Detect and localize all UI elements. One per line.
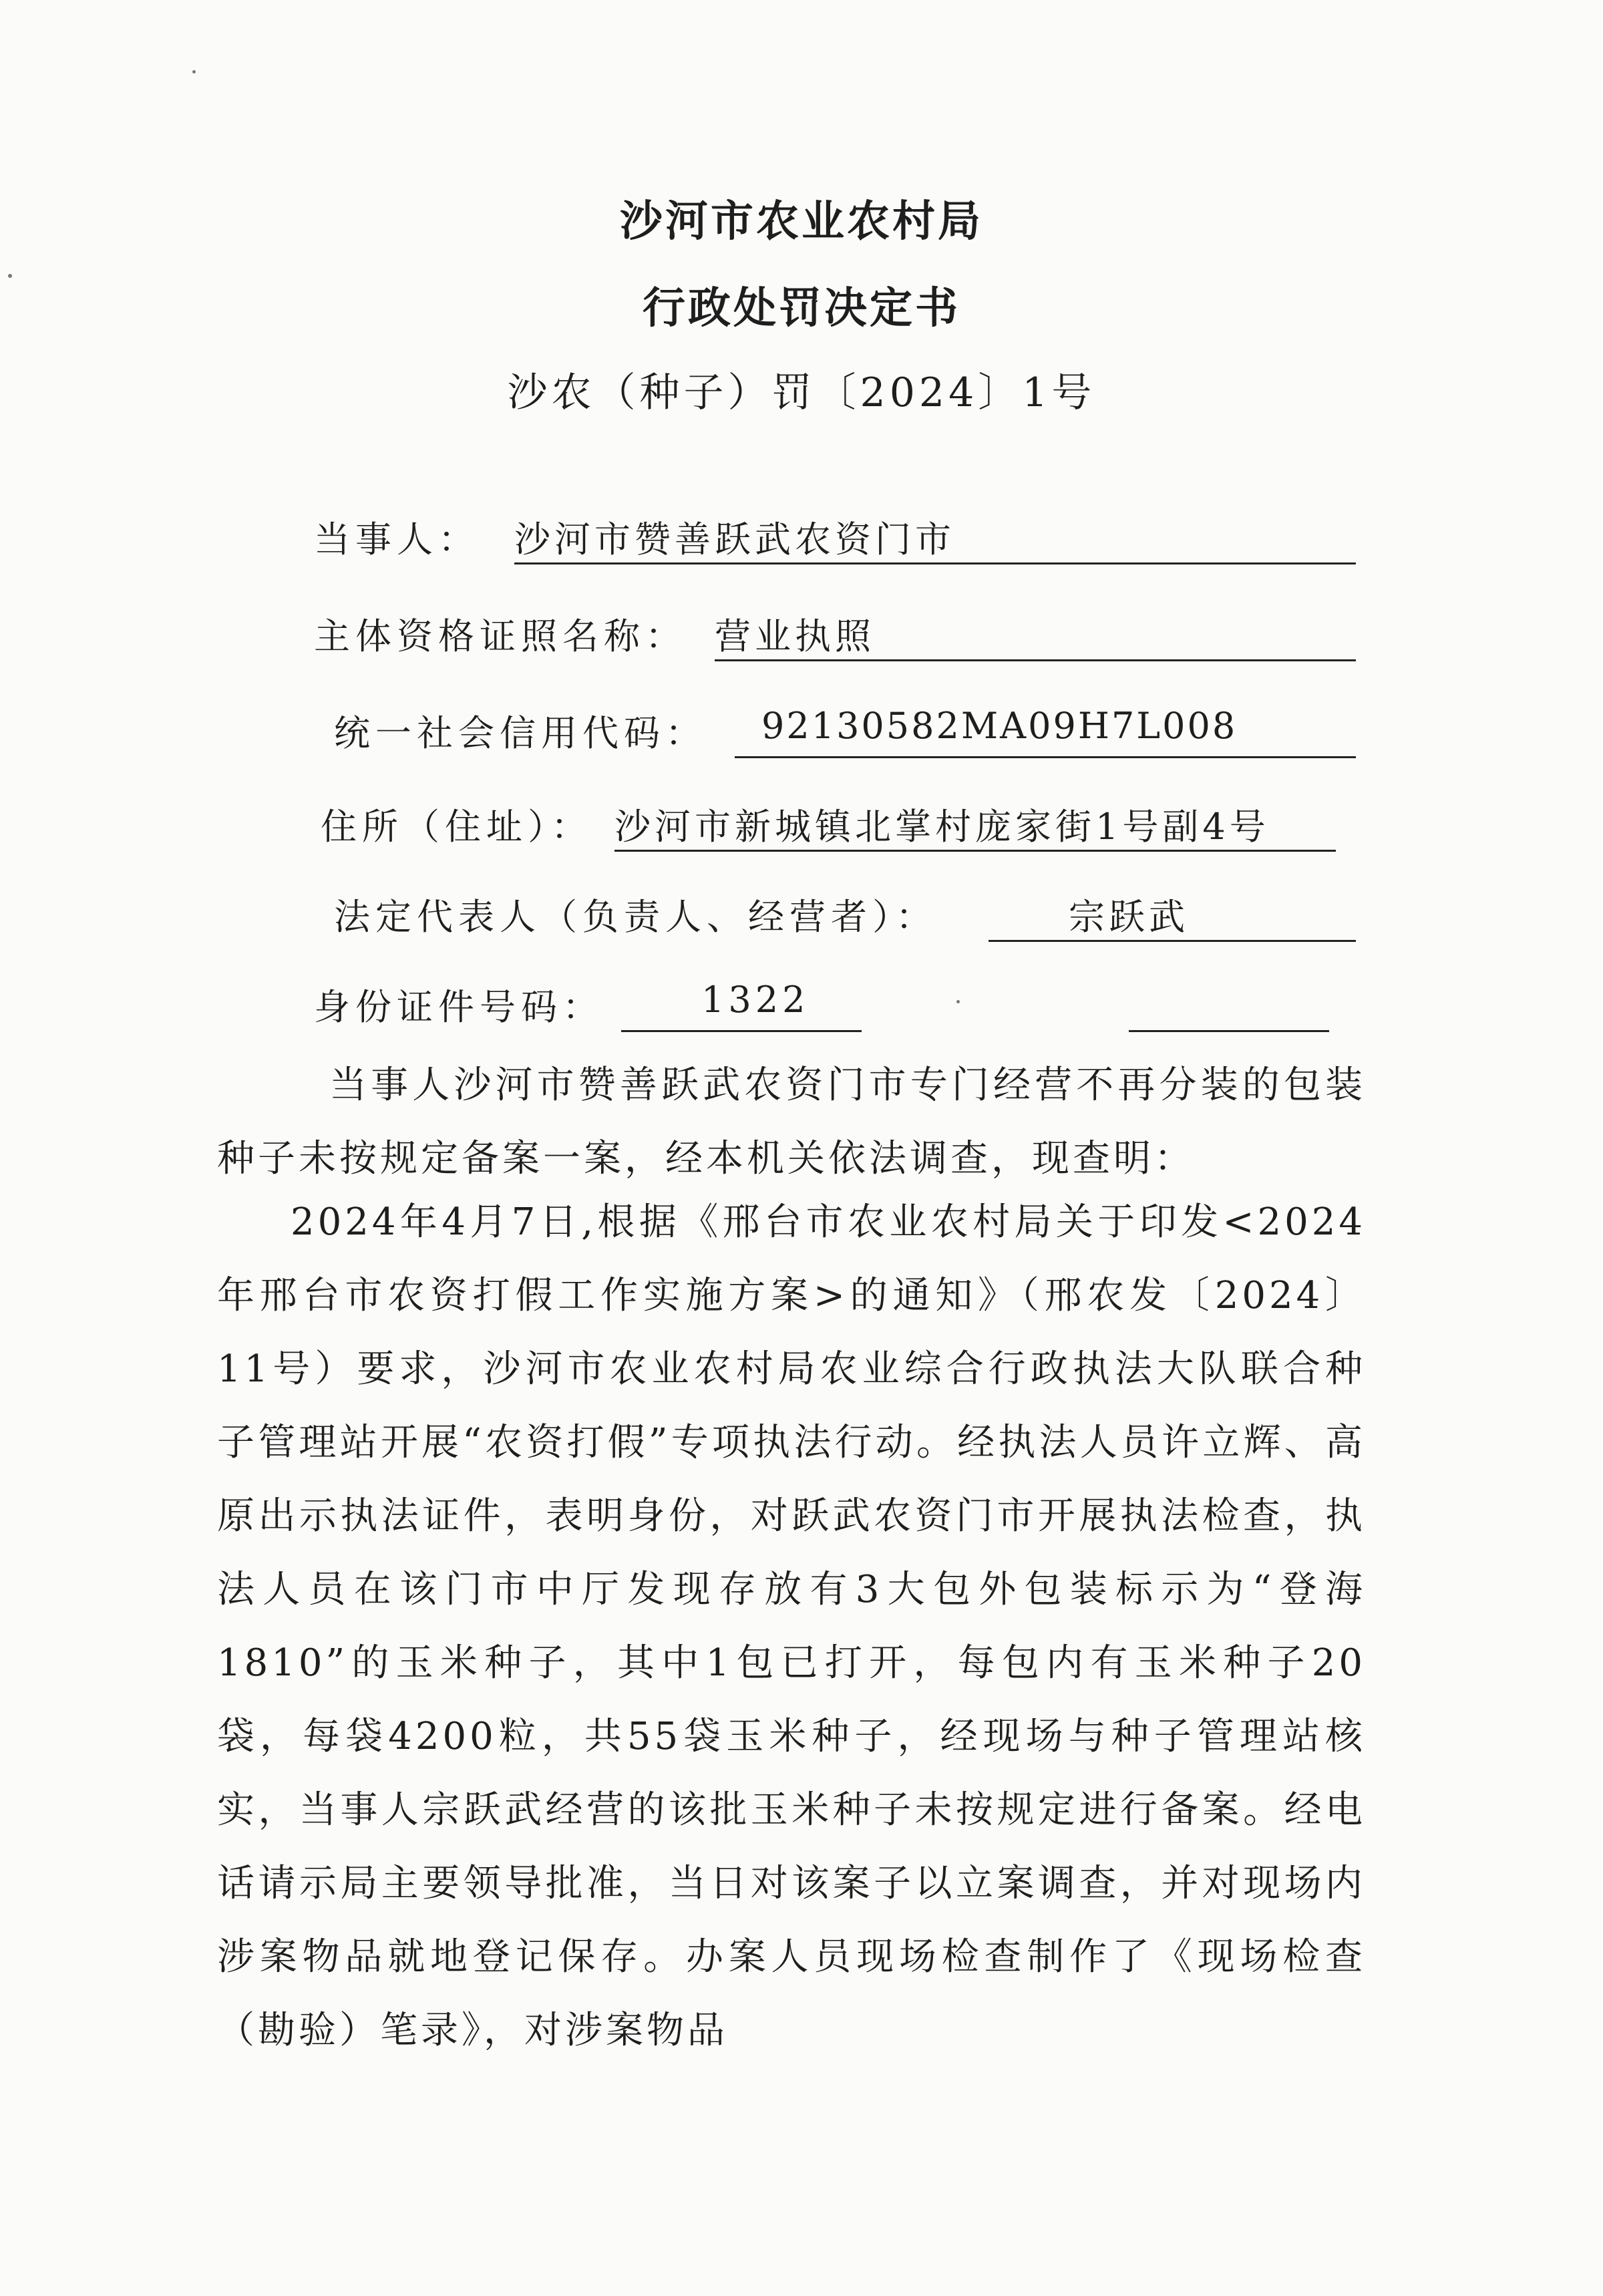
id-number-underline-redacted <box>1129 1030 1329 1032</box>
representative-label: 法定代表人（负责人、经营者）： <box>334 896 937 938</box>
address-label: 住所（住址）： <box>321 806 592 848</box>
address-underline <box>614 850 1336 852</box>
address-field <box>321 798 1363 852</box>
scan-speck <box>192 70 196 73</box>
credit-code-value: 92130582MA09H7L008 <box>761 705 1238 747</box>
representative-value: 宗跃武 <box>1069 896 1189 938</box>
case-intro-paragraph: 当事人沙河市赞善跃武农资门市专门经营不再分装的包装种子未按规定备案一案，经本机关依法调查，现查明： <box>217 1063 1366 1180</box>
representative-field <box>334 888 1356 942</box>
scan-speck <box>8 274 12 278</box>
document-title-agency: 沙河市农业农村局 <box>620 197 983 247</box>
party-field <box>314 511 1356 564</box>
document-number: 沙农（种子）罚〔2024〕1号 <box>507 369 1096 416</box>
id-number-value: 1322 <box>701 979 810 1021</box>
license-field <box>314 608 1356 661</box>
id-number-field <box>314 979 1369 1032</box>
license-value: 营业执照 <box>715 615 875 657</box>
credit-code-underline <box>735 756 1356 758</box>
license-underline <box>715 659 1356 661</box>
party-label: 当事人： <box>314 518 480 560</box>
scan-speck <box>956 1000 960 1003</box>
party-underline <box>514 562 1356 564</box>
representative-underline <box>989 940 1356 942</box>
document-title-type: 行政处罚决定书 <box>643 284 960 333</box>
id-number-underline <box>621 1030 862 1032</box>
party-value: 沙河市赞善跃武农资门市 <box>514 518 955 560</box>
investigation-paragraph: 2024年4月7日,根据《邢台市农业农村局关于印发<2024年邢台市农资打假工作实施方案>的通知》（邢农发〔2024〕11号）要求，沙河市农业农村局农业综合行政执法大队联合种子管理站开展“农资打假”专项执法行动。经执法人员许立辉、高原出示执法证件，表明身份，对跃武农资门市开展执法检查，执法人员在该门市中厅发现存放有3大包外包装标示为“登海1810”的玉米种子，其中1包已打开，每包内有玉米种子20袋，每袋4200粒，共55袋玉米种子，经现场与种子管理站核实，当事人宗跃武经营的该批玉米种子未按规定进行备案。经电话请示局主要领导批准，当日对该案子以立案调查，并对现场内涉案物品就地登记保存。办案人员现场检查制作了《现场检查（勘验）笔录》，对涉案物品 <box>217 1200 1366 2052</box>
license-label: 主体资格证照名称： <box>314 615 687 657</box>
credit-code-field <box>334 705 1356 758</box>
credit-code-label: 统一社会信用代码： <box>334 712 707 754</box>
id-number-label: 身份证件号码： <box>314 986 604 1028</box>
address-value: 沙河市新城镇北掌村庞家街1号副4号 <box>614 806 1270 848</box>
